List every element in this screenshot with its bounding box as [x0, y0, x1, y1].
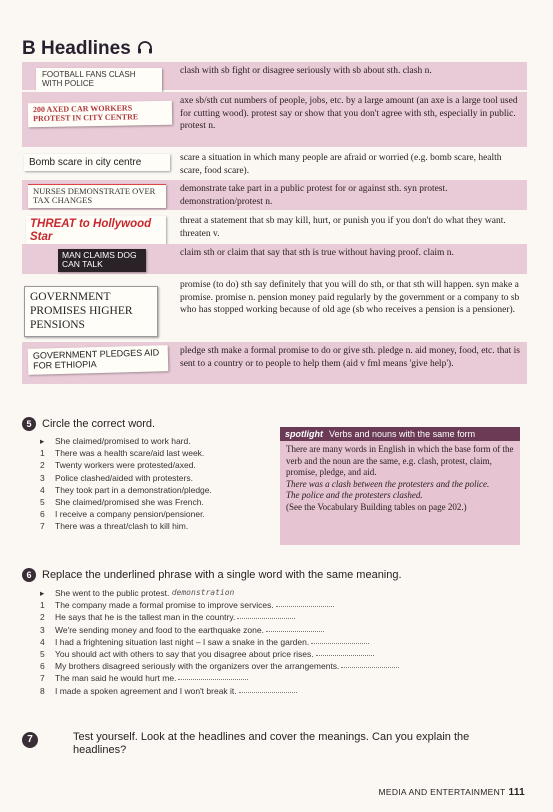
- page-number: 111: [508, 787, 525, 798]
- exercise-6-instruction: Replace the underlined phrase with a single word with the same meaning.: [42, 569, 402, 581]
- exercise-item[interactable]: 2 He says that he is the tallest man in the country.: [40, 611, 520, 623]
- footer-label: MEDIA AND ENTERTAINMENT: [378, 787, 506, 797]
- spotlight-body: There are many words in English in which the base form of the verb and the noun are the same, e.g. clash, protest, claim, promise, pledge, and aid. There was a clash between the protesters and the police. The police and the protesters clashed. (See the Vocabulary Building tables on page 202.): [286, 444, 514, 512]
- vocab-row-axe: [22, 92, 527, 149]
- exercise-5-instruction: Circle the correct word.: [42, 418, 156, 430]
- handwritten-answer: demonstration: [171, 588, 235, 597]
- page-footer: [378, 787, 525, 798]
- exercise-6-number: 6: [22, 568, 36, 582]
- spotlight-header: spotlight Verbs and nouns with the same form: [280, 427, 520, 441]
- exercise-7-number: 7: [22, 732, 38, 748]
- definition-text: demonstrate take part in a public protest for or against sth. syn protest. demonstration/protest n.: [180, 184, 448, 207]
- definition-text: claim sth or claim that say that sth is true without having proof. claim n.: [180, 248, 454, 258]
- exercise-5-list: [40, 435, 275, 533]
- exercise-5-number: 5: [22, 417, 36, 431]
- exercise-item[interactable]: 5 She claimed/promised she was French.: [40, 497, 204, 508]
- headline-clipping: 200 AXED CAR WORKERS PROTEST IN CITY CENTRE: [28, 101, 172, 127]
- headline-clipping: Bomb scare in city centre: [24, 154, 170, 171]
- definition-text: clash with sb fight or disagree seriously with sb about sth. clash n.: [180, 66, 432, 76]
- headline-clipping: GOVERNMENT PLEDGES AID FOR ETHIOPIA: [28, 345, 169, 374]
- vocab-row-threat: [22, 212, 527, 244]
- headline-vocabulary-table: [22, 62, 527, 386]
- exercise-item[interactable]: 8 I made a spoken agreement and I won't break it.: [40, 685, 520, 697]
- vocab-row-promise: [22, 276, 527, 342]
- spotlight-box: [280, 427, 520, 545]
- vocab-row-scare: [22, 149, 527, 180]
- vocab-row-demonstrate: [22, 180, 527, 212]
- exercise-item[interactable]: 3 We're sending money and food to the earthquake zone.: [40, 624, 520, 636]
- exercise-item[interactable]: 7 There was a threat/clash to kill him.: [40, 521, 189, 532]
- exercise-item[interactable]: ▸ She went to the public protest. demonstration: [40, 588, 235, 598]
- headline-clipping: GOVERNMENT PROMISES HIGHER PENSIONS: [24, 286, 158, 337]
- definition-text: threat a statement that sb may kill, hurt, or punish you if you don't do what they want. threaten v.: [180, 216, 506, 239]
- exercise-item[interactable]: 6 My brothers disagreed seriously with the organizers over the arrangements.: [40, 660, 520, 672]
- definition-text: promise (to do) sth say definitely that you will do sth, or that sth will happen. syn make a promise. promise n. pension money paid regularly by the government or a company to sb who has stopped working because of old age (sb who receives a pension is a pensioner).: [180, 280, 520, 315]
- definition-text: axe sb/sth cut numbers of people, jobs, etc. by a large amount (an axe is a large tool used for cutting wood). protest say or show that you don't agree with sth, especially in public. protest n.: [180, 96, 518, 131]
- vocab-row-pledge: [22, 342, 527, 386]
- exercise-item[interactable]: 4 They took part in a demonstration/pledge.: [40, 484, 212, 495]
- headline-clipping: THREAT to Hollywood Star: [26, 216, 166, 245]
- exercise-item[interactable]: 4 I had a frightening situation last night – I saw a snake in the garden.: [40, 636, 520, 648]
- exercise-item[interactable]: 6 I receive a company pension/pensioner.: [40, 509, 205, 520]
- exercise-item[interactable]: 1 There was a health scare/aid last week.: [40, 448, 205, 459]
- headphones-icon: [137, 40, 153, 58]
- section-title-text: B Headlines: [22, 38, 131, 59]
- vocab-row-clash: [22, 62, 527, 92]
- section-title: [22, 38, 153, 60]
- vocab-row-claim: [22, 244, 527, 276]
- exercise-item[interactable]: 2 Twenty workers were protested/axed.: [40, 460, 196, 471]
- exercise-item[interactable]: ▸ She claimed/promised to work hard.: [40, 436, 191, 446]
- headline-clipping: FOOTBALL FANS CLASH WITH POLICE: [36, 68, 162, 92]
- exercise-item[interactable]: 3 Police clashed/aided with protesters.: [40, 472, 193, 483]
- headline-clipping: MAN CLAIMS DOG CAN TALK: [58, 249, 146, 272]
- exercise-item[interactable]: 1 The company made a formal promise to improve services.: [40, 599, 520, 611]
- headline-clipping: NURSES DEMONSTRATE OVER TAX CHANGES: [28, 184, 166, 208]
- definition-text: scare a situation in which many people are afraid or worried (e.g. bomb scare, health scare, food scare).: [180, 153, 502, 176]
- exercise-6-list: [40, 587, 520, 697]
- exercise-7-instruction: Test yourself. Look at the headlines and cover the meanings. Can you explain the headlines?: [73, 731, 470, 756]
- exercise-item[interactable]: 5 You should act with others to say that you disagree about price rises.: [40, 648, 520, 660]
- definition-text: pledge sth make a formal promise to do or give sth. pledge n. aid money, food, etc. that is sent to a country or to people to help them (aid v fml means 'give help').: [180, 346, 520, 369]
- exercise-item[interactable]: 7 The man said he would hurt me.: [40, 672, 520, 684]
